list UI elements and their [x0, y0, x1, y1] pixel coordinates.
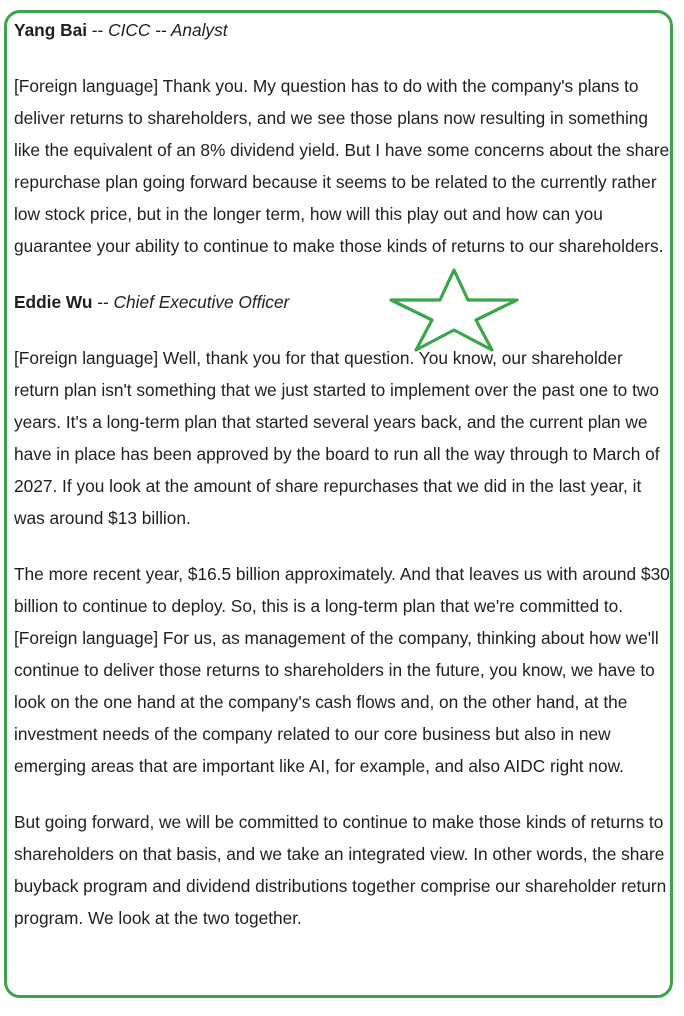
- answer-paragraph-3: But going forward, we will be committed to continue to make those kinds of returns to shareholders on that basis, and we take an integrated view. In other words, the share buyback program and dividend distributions together comprise our shareholder return program. We look at the two together.: [14, 812, 667, 928]
- speaker-separator: --: [87, 20, 109, 40]
- question-speaker: [14, 14, 670, 46]
- answer-speaker: [14, 286, 670, 318]
- speaker-role: Chief Executive Officer: [113, 292, 290, 312]
- speaker-role: CICC -- Analyst: [108, 20, 228, 40]
- speaker-name: Eddie Wu: [14, 292, 93, 312]
- speaker-name: Yang Bai: [14, 20, 87, 40]
- answer-paragraph-1: [Foreign language] Well, thank you for that question. You know, our shareholder return plan isn't something that we just started to implement over the past one to two years. It's a long-term plan that started several years back, and the current plan we have in place has been approved by the board to run all the way through to March of 2027. If you look at the amount of share repurchases that we did in the last year, it was around $13 billion.: [14, 348, 660, 528]
- answer-paragraph-2: The more recent year, $16.5 billion approximately. And that leaves us with around $30 billion to continue to deploy. So, this is a long-term plan that we're committed to. [Foreign language] For us, as management of the company, thinking about how we'll continue to deliver those returns to shareholders in the future, you know, we have to look on the one hand at the company's cash flows and, on the other hand, at the investment needs of the company related to our core business but also in new emerging areas that are important like AI, for example, and also AIDC right now.: [14, 564, 670, 776]
- question-paragraph: [Foreign language] Thank you. My question has to do with the company's plans to deliver returns to shareholders, and we see those plans now resulting in something like the equivalent of an 8% dividend yield. But I have some concerns about the share repurchase plan going forward because it seems to be related to the currently rather low stock price, but in the longer term, how will this play out and how can you guarantee your ability to continue to make those kinds of returns to our shareholders.: [14, 76, 670, 256]
- speaker-separator: --: [92, 292, 114, 312]
- transcript: [14, 14, 670, 934]
